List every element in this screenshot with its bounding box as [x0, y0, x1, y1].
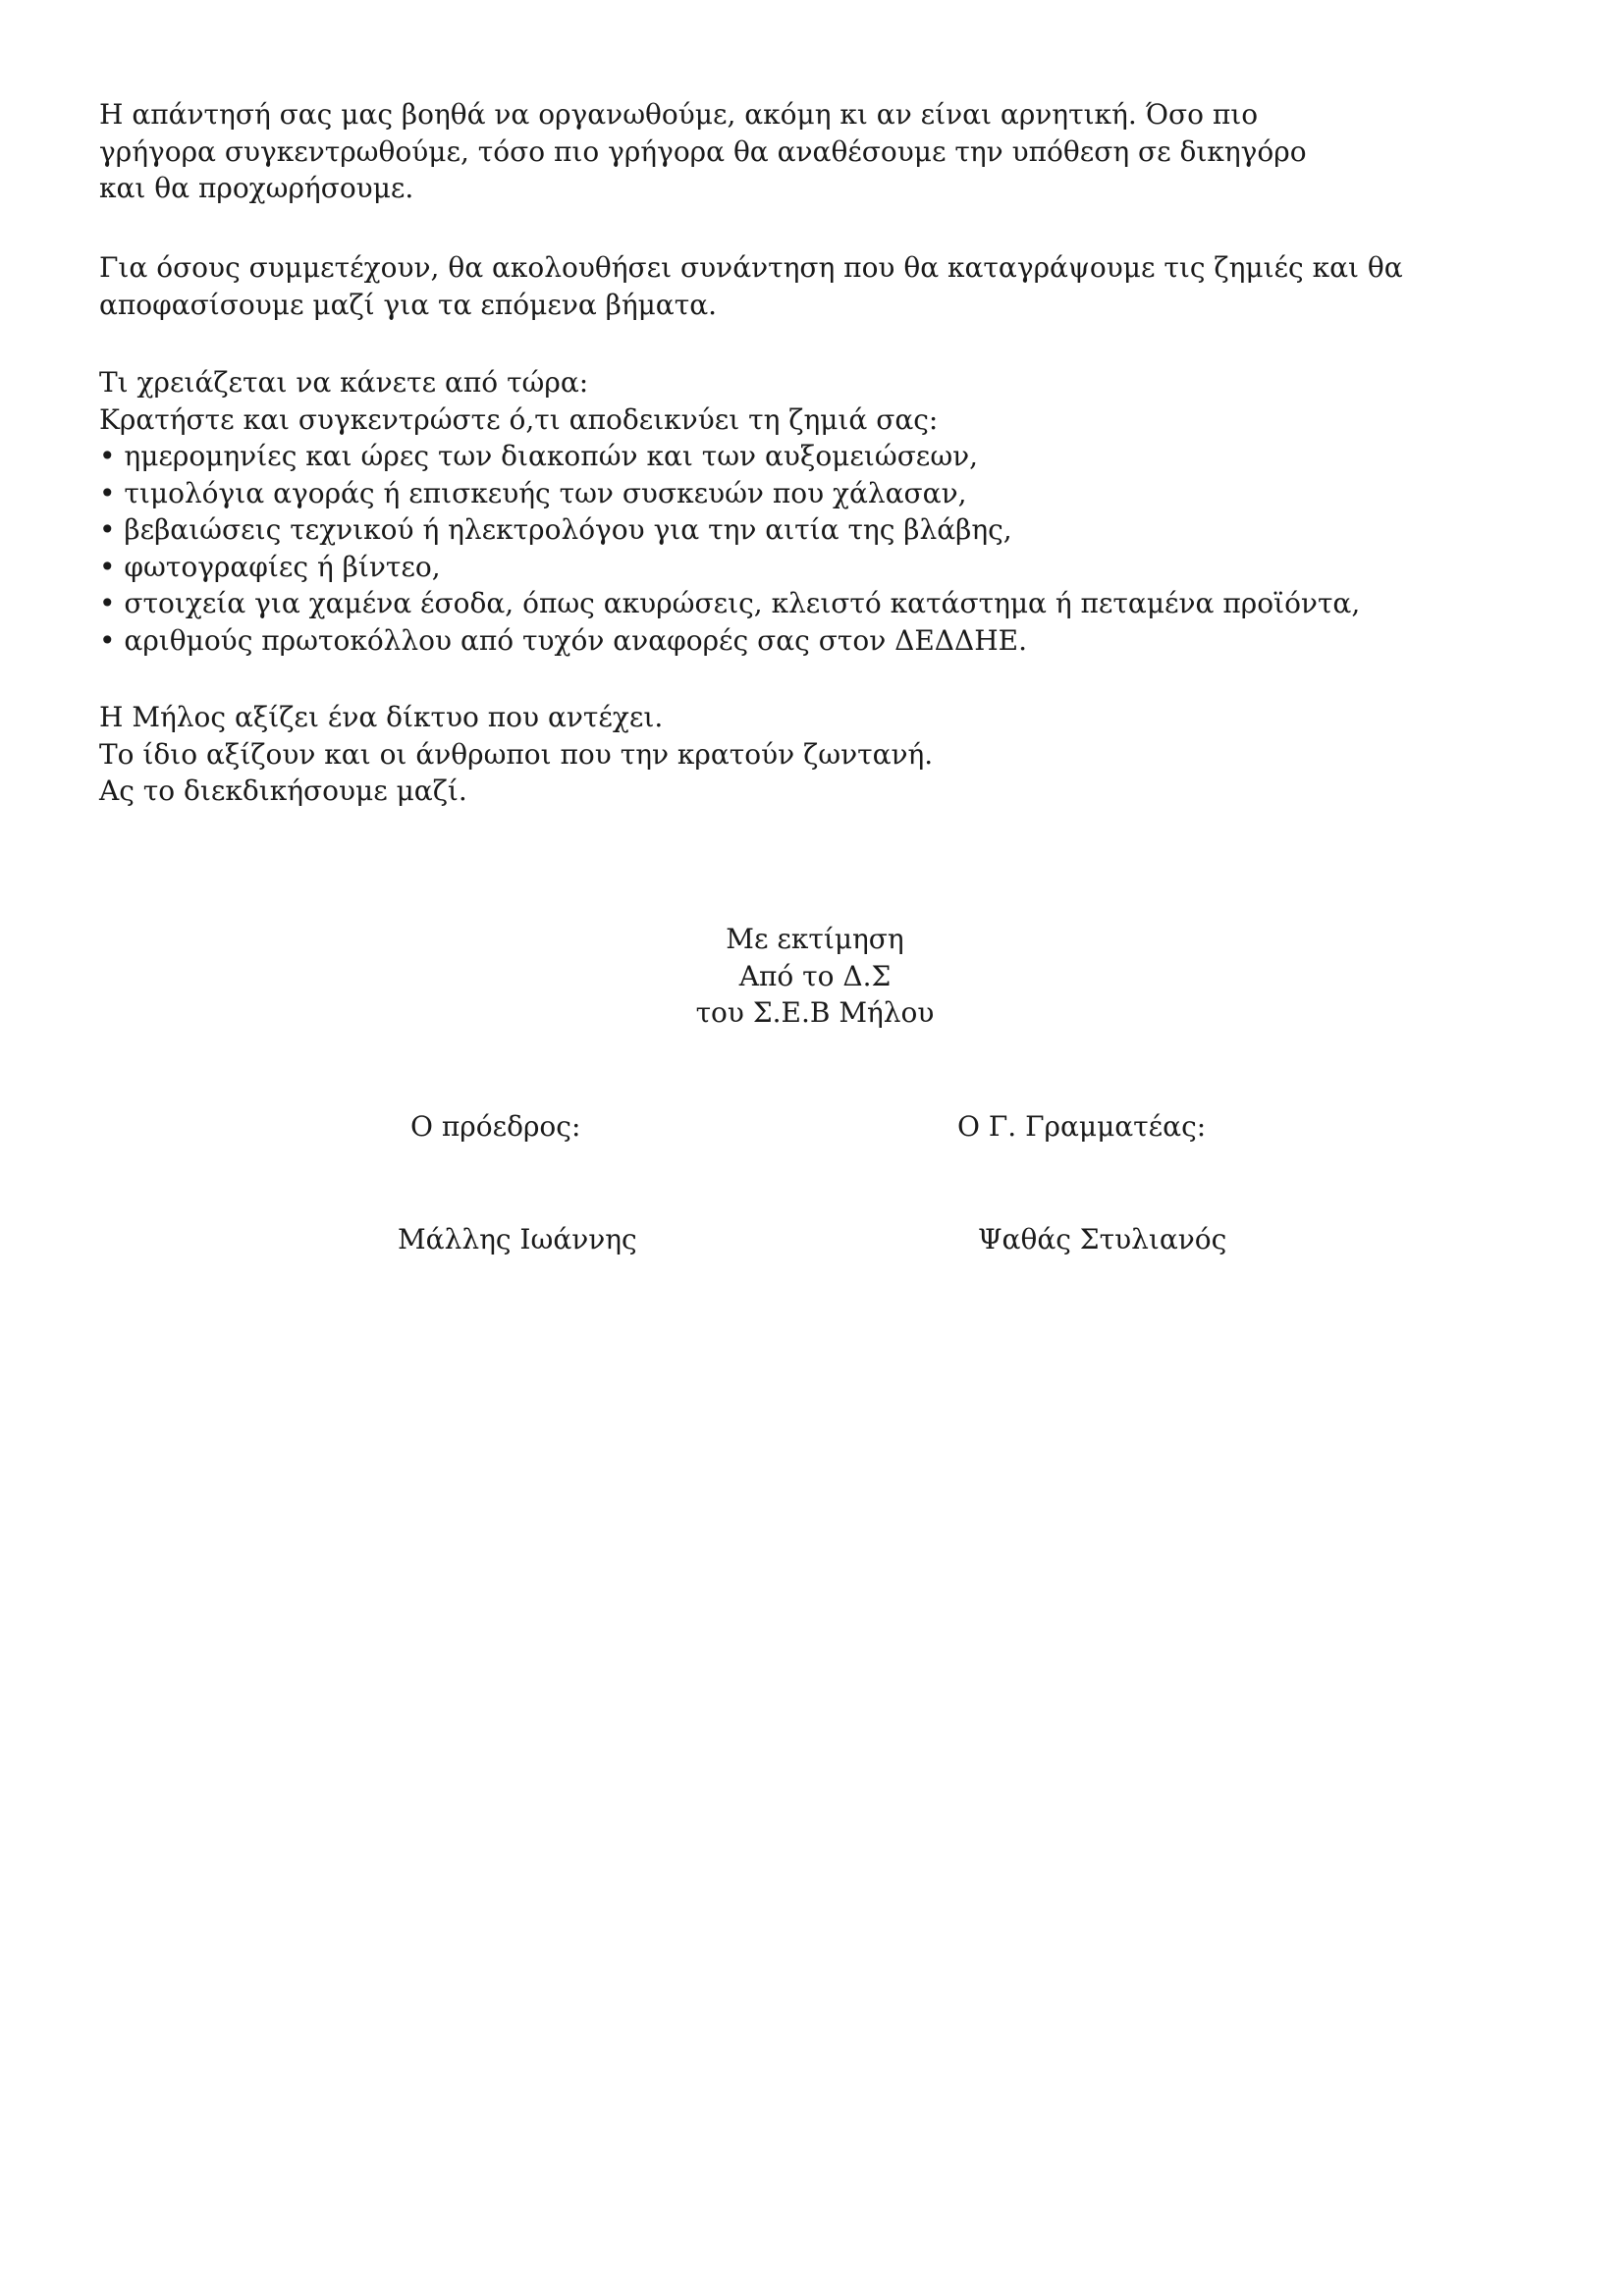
text-line: Ας το διεκδικήσουμε μαζί. [99, 774, 467, 807]
text-line: Για όσους συμμετέχουν, θα ακολουθήσει συνάντηση που θα καταγράψουμε τις ζημιές και θα [99, 251, 1403, 284]
closing-line: Με εκτίμηση [726, 923, 904, 955]
secretary-name: Ψαθάς Στυλιανός [978, 1223, 1227, 1255]
list-item: • βεβαιώσεις τεχνικού ή ηλεκτρολόγου για την αιτία της βλάβης, [99, 513, 1012, 546]
text-line: Τι χρειάζεται να κάνετε από τώρα: [99, 366, 589, 399]
closing-line: Από το Δ.Σ [738, 959, 892, 992]
president-name: Μάλλης Ιωάννης [398, 1223, 637, 1255]
text-line: Κρατήστε και συγκεντρώστε ό,τι αποδεικνύει τη ζημιά σας: [99, 402, 939, 436]
text-line: Η Μήλος αξίζει ένα δίκτυο που αντέχει. [99, 701, 664, 733]
closing-salutation [589, 921, 1041, 1032]
secretary-label: Ο Γ. Γραμματέας: [957, 1110, 1207, 1143]
text-line: αποφασίσουμε μαζί για τα επόμενα βήματα. [99, 288, 718, 321]
text-line: και θα προχωρήσουμε. [99, 172, 414, 204]
list-item: • ημερομηνίες και ώρες των διακοπών και των αυξομειώσεων, [99, 440, 979, 472]
text-line: Η απάντησή σας μας βοηθά να οργανωθούμε, ακόμη κι αν είναι αρνητική. Όσο πιο [99, 98, 1259, 131]
list-item: • στοιχεία για χαμένα έσοδα, όπως ακυρώσεις, κλειστό κατάστημα ή πεταμένα προϊόντα, [99, 587, 1361, 619]
text-line: γρήγορα συγκεντρωθούμε, τόσο πιο γρήγορα θα αναθέσουμε την υπόθεση σε δικηγόρο [99, 134, 1307, 168]
text-line: Το ίδιο αξίζουν και οι άνθρωποι που την κρατούν ζωντανή. [99, 737, 934, 771]
president-label: Ο πρόεδρος: [410, 1110, 581, 1143]
paragraph-response [99, 96, 1493, 207]
list-item: • αριθμούς πρωτοκόλλου από τυχόν αναφορές σας στον ΔΕΔΔΗΕ. [99, 623, 1027, 657]
list-item: • φωτογραφίες ή βίντεο, [99, 550, 441, 583]
closing-line: του Σ.Ε.Β Μήλου [695, 996, 935, 1029]
paragraph-instructions [99, 364, 1493, 659]
list-item: • τιμολόγια αγοράς ή επισκευής των συσκευών που χάλασαν, [99, 476, 967, 509]
paragraph-meeting [99, 249, 1493, 323]
paragraph-closing-statement [99, 699, 1493, 810]
